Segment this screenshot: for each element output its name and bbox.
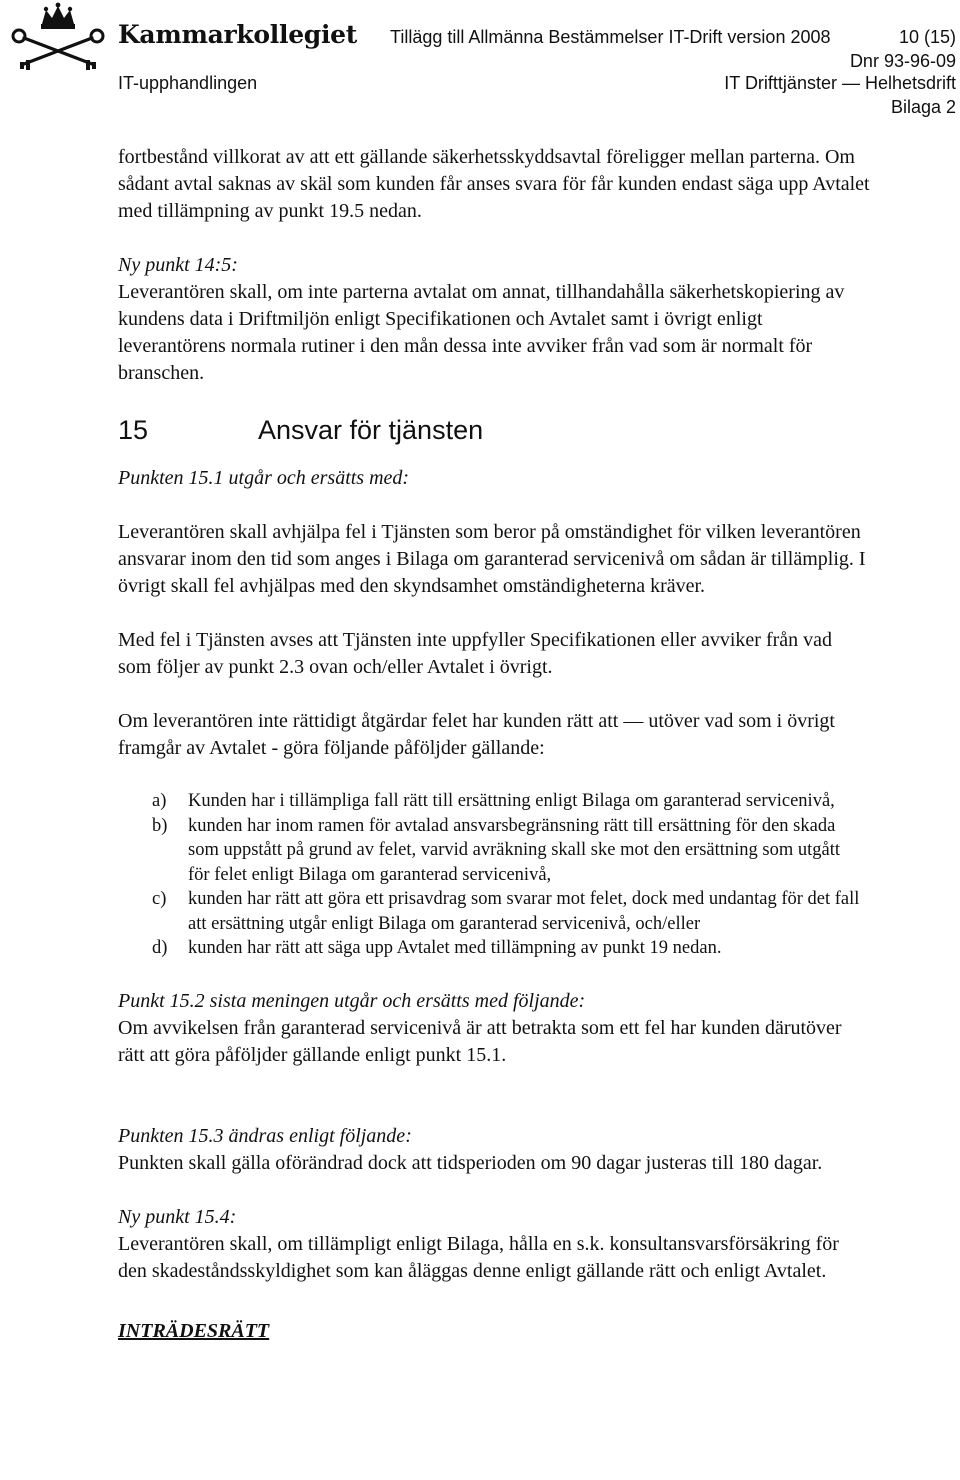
paragraph: Punkten skall gälla oförändrad dock att tidsperioden om 90 dagar justeras till 180 dagar. [118, 1151, 823, 1174]
clause-label: Punkten 15.1 utgår och ersätts med: [118, 467, 410, 489]
list-item [118, 789, 870, 814]
list-item [118, 936, 870, 961]
list-item-label: a) [152, 791, 167, 811]
section-number: 15 [118, 415, 149, 445]
document-subtitle: IT Drifttjänster — Helhetsdrift [724, 73, 956, 93]
crown-keys-logo-icon [6, 2, 110, 72]
document-title: Tillägg till Allmänna Bestämmelser IT-Drift version 2008 [390, 27, 831, 47]
clause-label: Ny punkt 15.4: [118, 1205, 237, 1228]
list-item [118, 887, 870, 936]
clause-label: Punkten 15.3 ändras enligt följande: [118, 1124, 412, 1147]
paragraph: Leverantören skall avhjälpa fel i Tjänsten som beror på omständighet för vilken leverantören ansvarar inom den tid som anges i Bilaga om garanterad servicenivå om sådan är tillämplig. I övrigt skall fel avhjälpas med den skyndsamhet omständigheterna kräver. [118, 521, 866, 597]
list-item-text: kunden har rätt att göra ett prisavdrag som svarar mot felet, dock med undantag för det fall att ersättning utgår enligt Bilaga om garanterad servicenivå, och/eller [188, 889, 860, 934]
page-number: 10 (15) [898, 27, 956, 47]
paragraph: fortbestånd villkorat av att ett gällande säkerhetsskyddsavtal föreligger mellan parterna. Om sådant avtal saknas av skäl som kunden får anses svara för får kunden endast säga upp Avtalet med tillämpning av punkt 19.5 nedan. [118, 146, 870, 222]
paragraph: Leverantören skall, om inte parterna avtalat om annat, tillhandahålla säkerhetskopiering av kundens data i Driftmiljön enligt Specifikationen och Avtalet samt i övrigt enligt leverantörens normala rutiner i den mån dessa inte avviker från vad som är normalt för branschen. [118, 281, 845, 384]
document-dnr: Dnr 93-96-09 [849, 51, 956, 71]
list-item-label: d) [152, 938, 168, 958]
clause-label: Punkt 15.2 sista meningen utgår och ersätts med följande: [118, 989, 586, 1012]
section-heading [118, 413, 870, 447]
clause-label: Ny punkt 14:5: [118, 254, 238, 276]
remedy-list [118, 789, 870, 961]
list-item-text: kunden har rätt att säga upp Avtalet med tillämpning av punkt 19 nedan. [188, 938, 722, 958]
unit-name: IT-upphandlingen [118, 73, 258, 93]
paragraph: Med fel i Tjänsten avses att Tjänsten inte uppfyller Specifikationen eller avviker från vad som följer av punkt 2.3 ovan och/eller Avtalet i övrigt. [118, 629, 833, 678]
document-body [118, 144, 870, 1345]
brand-name: Kammarkollegiet [118, 20, 358, 49]
list-item-text: kunden har inom ramen för avtalad ansvarsbegränsning rätt till ersättning för den skada som uppstått på grund av felet, varvid avräkning skall ske mot den ersättning som utgått för felet enligt Bilaga om garanterad servicenivå, [188, 815, 840, 885]
list-item-label: c) [152, 889, 167, 909]
list-item [118, 814, 870, 888]
final-heading: INTRÄDESRÄTT [118, 1319, 270, 1342]
bilaga-label: Bilaga 2 [890, 97, 956, 117]
list-item-label: b) [152, 815, 168, 836]
paragraph: Om leverantören inte rättidigt åtgärdar felet har kunden rätt att — utöver vad som i övrigt framgår av Avtalet - göra följande påföljder gällande: [118, 710, 835, 759]
section-title: Ansvar för tjänsten [258, 415, 484, 445]
list-item-text: Kunden har i tillämpliga fall rätt till ersättning enligt Bilaga om garanterad servicenivå, [188, 791, 835, 811]
paragraph: Leverantören skall, om tillämpligt enligt Bilaga, hålla en s.k. konsultansvarsförsäkring för den skadeståndsskyldighet som kan åläggas denne enligt gällande rätt och enligt Avtalet. [118, 1232, 839, 1282]
paragraph: Om avvikelsen från garanterad servicenivå är att betrakta som ett fel har kunden därutöver rätt att göra påföljder gällande enligt punkt 15.1. [118, 1016, 842, 1066]
